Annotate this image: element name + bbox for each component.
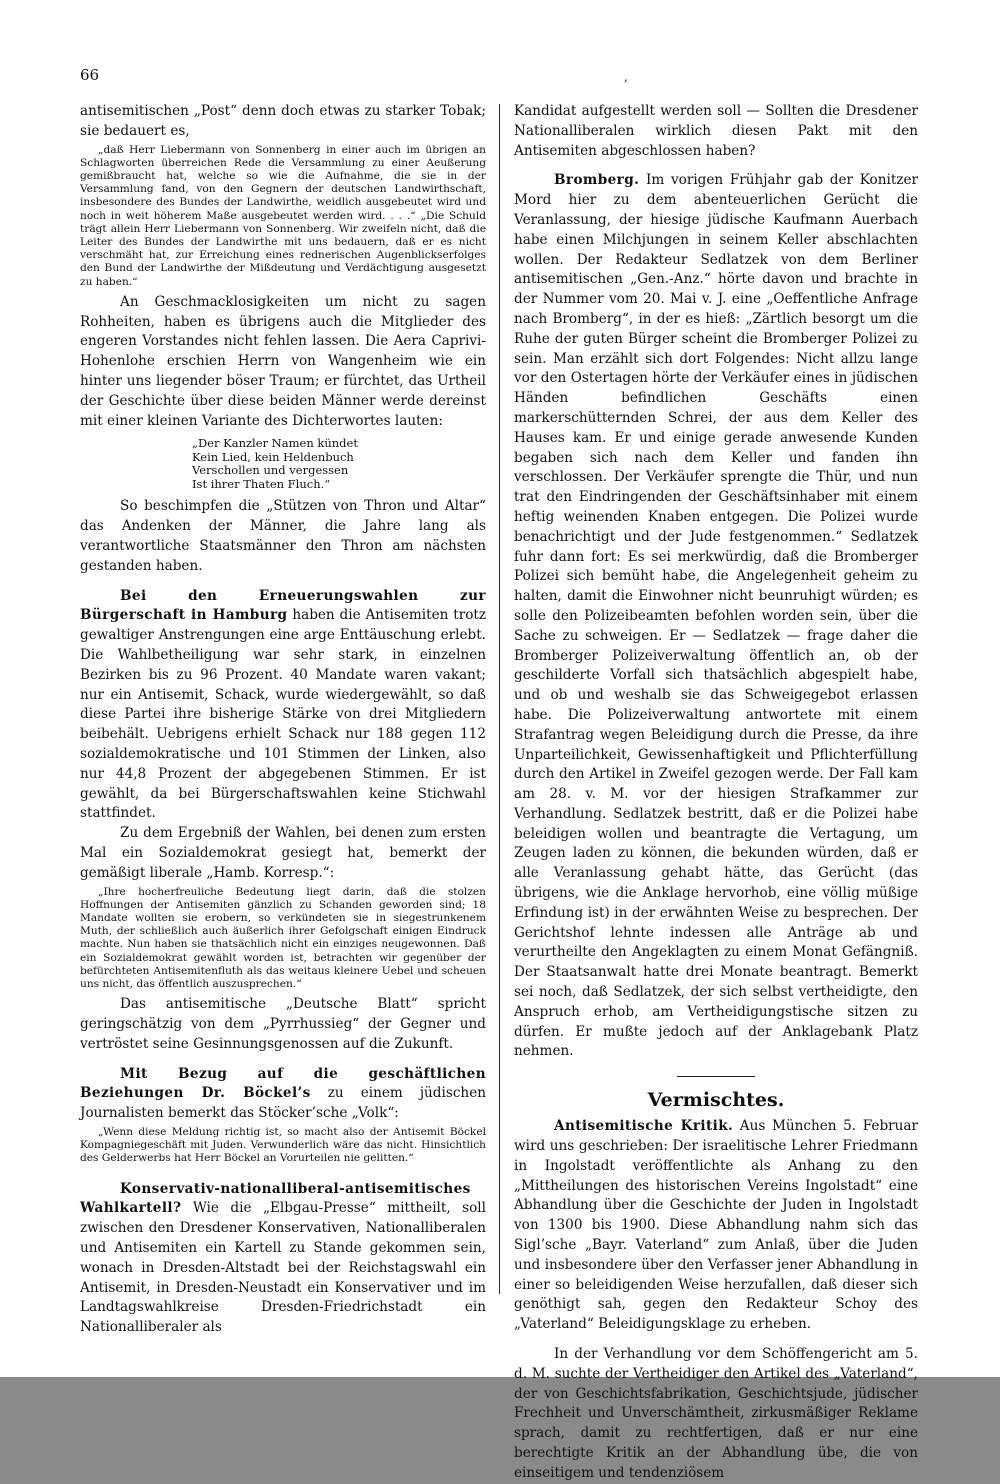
top-mark: , <box>624 70 628 84</box>
article-headline: Bromberg. <box>554 172 640 189</box>
quoted-passage: „Ihre hocherfreuliche Bedeutung liegt darin, daß die stolzen Hoffnungen der Antisemiten gänzlich zu Schanden geworden sind; 18 Mandate wollten sie erobern, so verkündeten sie in siegestrunkenem Muth, der schließlich auch äußerlich ihrer Gefolgschaft einigen Eindruck machte. Nun haben sie thatsächlich nicht ein einziges neugewonnen. Daß ein Sozialdemokrat gewählt worden ist, betrachten wir gegenüber der befürchteten Antisemitenfluth als das weitaus kleinere Uebel und scheuen uns nicht, das öffentlich auszusprechen.“ <box>80 885 486 990</box>
article-item <box>80 1180 486 1338</box>
article-item <box>80 587 486 825</box>
poem-line: Verschollen und vergessen <box>192 463 349 478</box>
quoted-passage: „daß Herr Liebermann von Sonnenberg in einer auch im übrigen an Schlagworten überreichen Rede die Versammlung zu einer Aeußerung gemißbraucht hat, welche so wie die Aufnahme, die sie in der Versammlung fand, von den Gegnern der deutschen Landwirthschaft, insbesondere des Bundes der Landwirthe, weidlich ausgebeutet wird und noch in weit höherem Maße ausgebeutet werden wird. . . .“ „Die Schuld trägt allein Herr Liebermann von Sonnenberg. Wir zweifeln nicht, daß die Leiter des Bundes der Landwirthe mit uns bedauern, daß er es nicht verschmäht hat, zur Erreichung eines rednerischen Augenblickserfolges den Bund der Landwirthe der Mißdeutung und Verdächtigung ausgesetzt zu haben.“ <box>80 143 486 288</box>
poem-line: „Der Kanzler Namen kündet <box>192 436 358 451</box>
spacer <box>80 1170 486 1180</box>
spacer <box>80 577 486 587</box>
section-heading: Vermischtes. <box>647 1089 785 1112</box>
poem-quote <box>192 437 486 491</box>
quoted-passage: „Wenn diese Meldung richtig ist, so macht also der Antisemit Böckel Kompagniegeschäft mit Juden. Verwunderlich wäre das nicht. Hinsichtlich des Gelderwerbs hat Herr Böckel an Vorurteilen nie gelitten.“ <box>80 1125 486 1165</box>
article-headline: Mit Bezug auf die geschäftlichen Beziehungen Dr. Böckel’s <box>80 1065 486 1102</box>
article-text: Im vorigen Frühjahr gab der Konitzer Mord hier zu dem abenteuerlichen Gerücht die Veranlassung, der hiesige jüdische Kaufmann Auerbach habe einen Milchjungen in seinem Keller abschlachten wollen. Der Redakteur Sedlatzek von dem Berliner antisemitischen „Gen.-Anz.“ hörte davon und brachte in der Nummer vom 20. Mai v. J. eine „Oeffentliche Anfrage nach Bromberg“, in der es hieß: „Zärtlich besorgt um die Ruhe der guten Bürger scheint die Bromberger Polizei zu sein. Man erzählt sich dort Folgendes: Nicht allzu lange vor den Ostertagen hörte der Verkäufer eines in jüdischen Händen befindlichen Geschäfts einen markerschütternden Schrei, der aus dem Keller des Hauses kam. Er und einige gerade anwesende Kunden begaben sich nach dem Keller und fanden ihn verschlossen. Der Verkäufer sprengte die Thür, und nun trat den Eindringenden der Geschäftsinhaber mit einem heftig weinenden Knaben entgegen. Die Polizei wurde benachrichtigt und der Jude festgenommen.“ Sedlatzek fuhr dann fort: Es sei merkwürdig, daß die Bromberger Polizei sich bemüht habe, die Angelegenheit geheim zu halten, damit die Einwohner nicht beunruhigt würden; es solle den Polizeibeamten befohlen worden sein, über die Sache zu schweigen. Er — Sedlatzek — frage daher die Bromberger Polizeiverwaltung öffentlich an, ob der geschilderte Vorfall sich thatsächlich abgespielt habe, und ob und weshalb sie das Schweigegebot erlassen habe. Die Polizeiverwaltung antwortete mit einem Strafantrag wegen Beleidigung durch die Presse, da ihre Unparteilichkeit, Gewissenhaftigkeit und Pflichterfüllung durch den Artikel in Zweifel gezogen werde. Der Fall kam am 28. v. M. vor der hiesigen Strafkammer zur Verhandlung. Sedlatzek bestritt, daß er die Polizei habe beleidigen wollen und beantragte die Vertagung, um Zeugen laden zu können, die bekunden würden, daß er alle Veranlassung gehabt hätte, das Gerücht (das übrigens, wie die Anklage hervorhob, eine völlig müßige Erfindung ist) in der erwähnten Weise zu besprechen. Der Gerichtshof lehnte indessen alle Anträge ab und verurtheilte den Angeklagten zu einem Monat Gefängniß. Der Staatsanwalt hatte drei Monate beantragt. Bemerkt sei noch, daß Sedlatzek, der sich selbst vertheidigte, den Anspruch erhob, am Vertheidigungstische sitzen zu dürfen. Er mußte jedoch auf der Anklagebank Platz nehmen. <box>514 172 918 1060</box>
poem-line: Kein Lied, kein Heldenbuch <box>192 449 354 464</box>
spacer <box>80 1055 486 1065</box>
article-paragraph: So beschimpfen die „Stützen von Thron und Altar“ das Andenken der Männer, die Jahre lang als verantwortliche Staatsmänner den Thron am nächsten gestanden haben. <box>80 498 486 574</box>
article-text: Aus München 5. Februar wird uns geschrieben: Der israelitische Lehrer Friedmann in Ingolstadt veröffentlichte als Anhang zu den „Mittheilungen des historischen Vereins Ingolstadt“ eine Abhandlung über die Geschichte der Juden in Ingolstadt von 1300 bis 1900. Diese Abhandlung nahm sich das Sigl’sche „Bayr. Vaterland“ zum Anlaß, über die Juden und insbesondere über den Verfasser jener Abhandlung in einer so beleidigenden Weise herzufallen, daß dieser sich genöthigt sah, gegen den Redakteur Schoy des „Vaterland“ Beleidigungsklage zu erheben. <box>514 1118 918 1333</box>
article-paragraph: antisemitischen „Post“ denn doch etwas zu starker Tobak; sie bedauert es, <box>80 103 486 139</box>
poem-line: Ist ihrer Thaten Fluch.“ <box>192 476 331 491</box>
spacer <box>514 1335 918 1345</box>
left-column <box>80 102 487 1336</box>
right-column <box>514 102 918 1481</box>
article-headline: Bei den Erneuerungswahlen zur Bürgerschaft in Hamburg <box>80 587 486 624</box>
article-text: haben die Antisemiten trotz gewaltiger Anstrengungen eine arge Enttäuschung erlebt. Die Wahlbetheiligung war sehr stark, in einzelnen Bezirken bis zu 96 Prozent. 40 Mandate waren vakant; nur ein Antisemit, Schack, wurde wiedergewählt, so daß diese Partei ihre bisherige Stärke von drei Mitgliedern beibehält. Uebrigens erhielt Schack nur 188 gegen 112 sozialdemokratische und 101 Stimmen der Linken, also nur 44,8 Prozent der abgegebenen Stimmen. Er ist gewählt, da bei Bürgerschaftswahlen keine Stichwahl stattfindet. <box>80 607 487 822</box>
page-number: 66 <box>80 66 100 84</box>
article-item <box>80 1065 486 1124</box>
article-paragraph: An Geschmacklosigkeiten um nicht zu sagen Rohheiten, haben es übrigens auch die Mitglieder des engeren Vorstandes nicht fehlen lassen. Die Aera Caprivi-Hohenlohe erschien Herrn von Wangenheim wie ein hinter uns liegender böser Traum; er fürchtet, das Urtheil der Geschichte über diese beiden Männer werde dereinst mit einer kleinen Variante des Dichterwortes lauten: <box>80 293 486 429</box>
spacer <box>514 161 918 171</box>
article-text: Wie die „Elbgau-Presse“ mittheilt, soll zwischen den Dresdener Konservativen, Nationalliberalen und Antisemiten ein Kartell zu Stande gekommen sein, wonach in Dresden-Altstadt bei der Reichstagswahl ein Antisemit, in Dresden-Neustadt ein Konservativer und im Landtagswahlkreise Dresden-Friedrichstadt ein Nationalliberaler als <box>80 1200 486 1336</box>
article-paragraph: In der Verhandlung vor dem Schöffengericht am 5. d. M. suchte der Vertheidiger den Artikel des „Vaterland“, der von Geschichtsfabrikation, Geschichtsjude, jüdischer Frechheit und Unverschämtheit, zirkusmäßiger Reklame sprach, damit zu rechtfertigen, daß er nur eine berechtigte Kritik an der Abhandlung übe, die von einseitigem und tendenziösem <box>514 1346 918 1481</box>
article-paragraph: Kandidat aufgestellt werden soll — Sollten die Dresdener Nationalliberalen wirklich diesen Pakt mit den Antisemiten abgeschlossen haben? <box>514 103 918 159</box>
article-headline: Antisemitische Kritik. <box>554 1118 734 1135</box>
section-rule <box>677 1076 755 1077</box>
column-divider <box>499 104 500 1294</box>
article-text: zu einem jüdischen Journalisten bemerkt das Stöcker’sche „Volk“: <box>80 1085 486 1122</box>
article-item <box>514 1117 918 1335</box>
article-paragraph: Das antisemitische „Deutsche Blatt“ spricht geringschätzig von dem „Pyrrhussieg“ der Gegner und vertröstet seine Gesinnungsgenossen auf die Zukunft. <box>80 996 486 1052</box>
article-paragraph: Zu dem Ergebniß der Wahlen, bei denen zum ersten Mal ein Sozialdemokrat gesiegt hat, bemerkt der gemäßigt liberale „Hamb. Korresp.“: <box>80 825 486 881</box>
article-headline: Konservativ-nationalliberal-antisemitisches Wahlkartell? <box>80 1180 471 1217</box>
article-item <box>514 171 918 1062</box>
